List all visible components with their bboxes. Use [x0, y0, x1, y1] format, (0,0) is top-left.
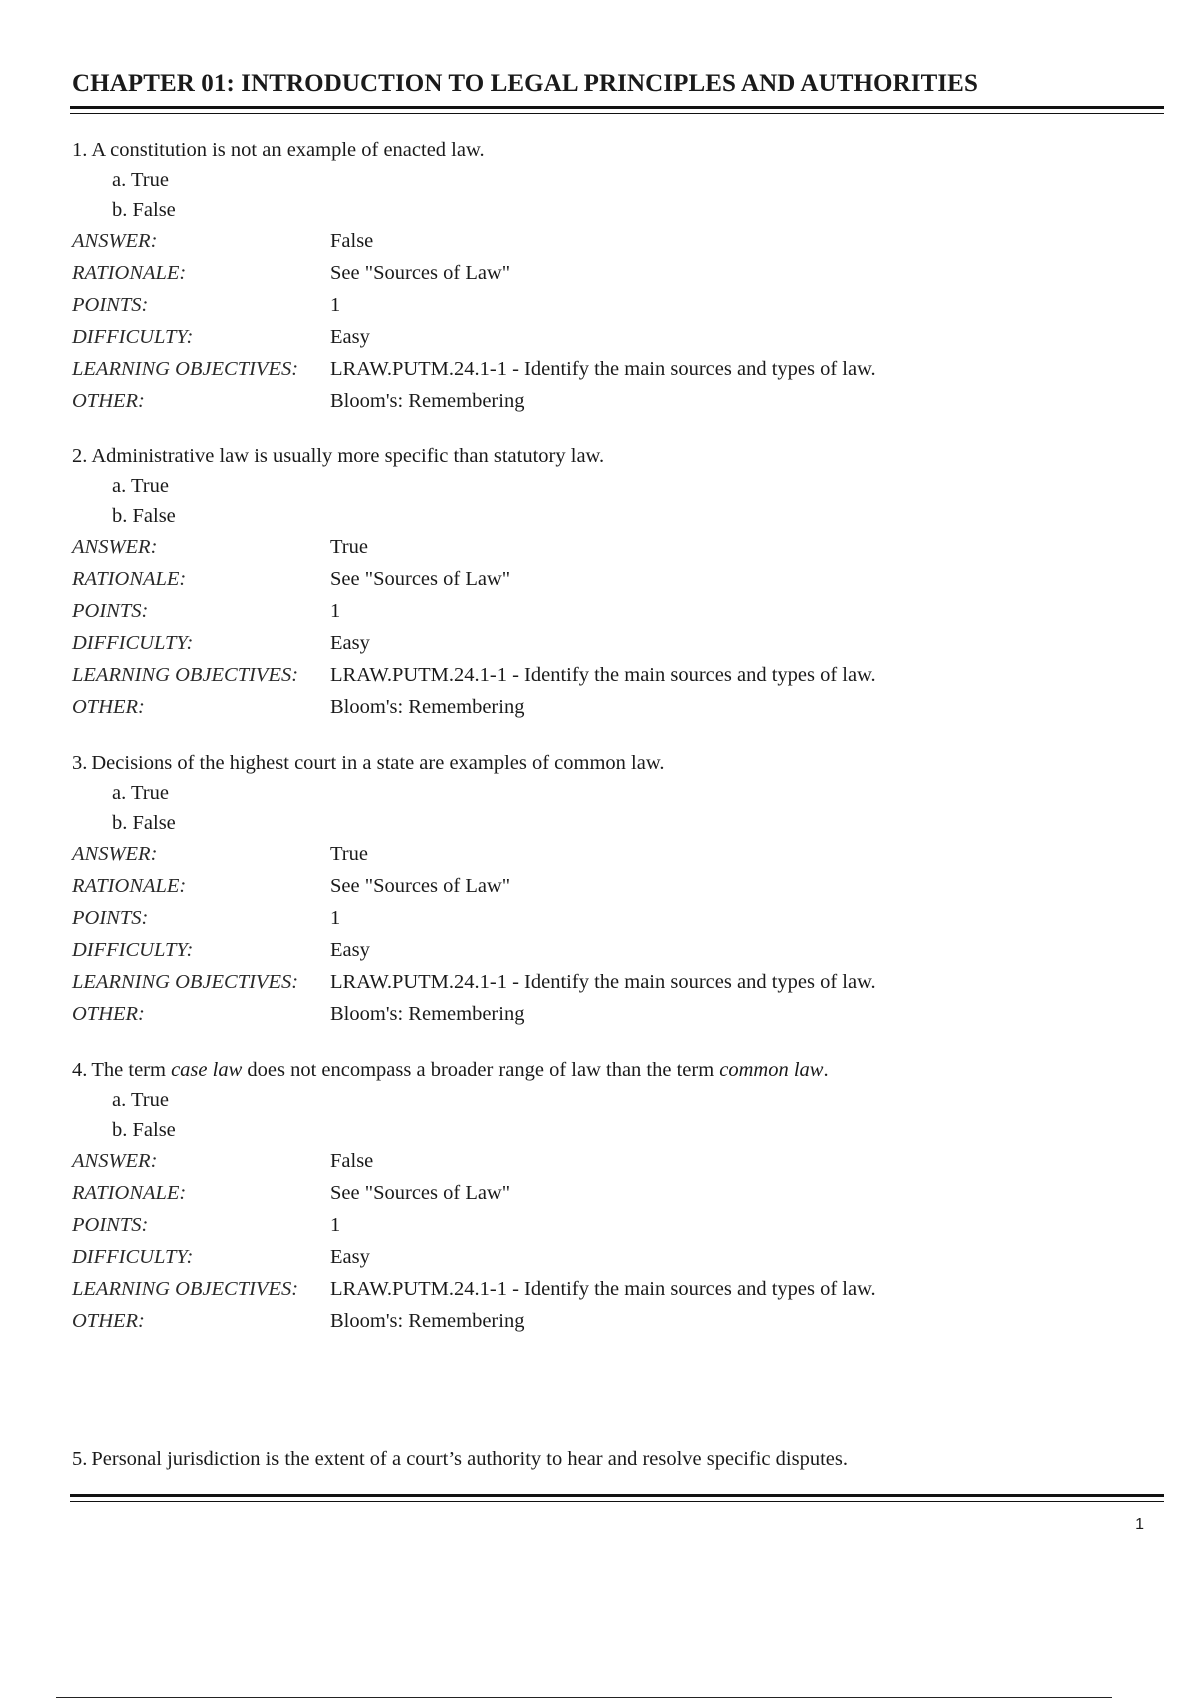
difficulty-value: Easy [330, 325, 370, 348]
learning-objectives-value: LRAW.PUTM.24.1-1 - Identify the main sources and types of law. [330, 357, 876, 380]
question-metadata: ANSWER: False RATIONALE: See "Sources of Law" POINTS: 1 DIFFICULTY: Easy LEARNING OBJECTIVES: LRAW.PUTM.24.1-1 - Identify the main sources and types of law. OTHER: Bloom's: Remembering [72, 1145, 1162, 1337]
option-false: b. False [112, 1119, 176, 1141]
page-edge-line [56, 1697, 1112, 1698]
footer-rule [70, 1494, 1164, 1502]
difficulty-value: Easy [330, 938, 370, 961]
learning-objectives-value: LRAW.PUTM.24.1-1 - Identify the main sources and types of law. [330, 1277, 876, 1300]
option-true: a. True [112, 1089, 169, 1111]
question-2 [72, 442, 1162, 723]
page-title: CHAPTER 01: INTRODUCTION TO LEGAL PRINCIPLES AND AUTHORITIES [72, 70, 978, 97]
points-value: 1 [330, 906, 341, 929]
question-metadata: ANSWER: True RATIONALE: See "Sources of Law" POINTS: 1 DIFFICULTY: Easy LEARNING OBJECTIVES: LRAW.PUTM.24.1-1 - Identify the main sources and types of law. OTHER: Bloom's: Remembering [72, 531, 1162, 723]
question-4 [72, 1056, 1162, 1337]
learning-objectives-value: LRAW.PUTM.24.1-1 - Identify the main sources and types of law. [330, 970, 876, 993]
option-true: a. True [112, 782, 169, 804]
points-value: 1 [330, 293, 341, 316]
answer-value: False [330, 229, 374, 252]
answer-value: True [330, 535, 368, 558]
question-text: 4. The term case law does not encompass a broader range of law than the term common law. [72, 1059, 829, 1081]
difficulty-value: Easy [330, 631, 370, 654]
answer-value: True [330, 842, 368, 865]
option-false: b. False [112, 199, 176, 221]
question-text: 2. Administrative law is usually more specific than statutory law. [72, 445, 605, 467]
learning-objectives-value: LRAW.PUTM.24.1-1 - Identify the main sources and types of law. [330, 663, 876, 686]
other-value: Bloom's: Remembering [330, 389, 525, 412]
option-false: b. False [112, 812, 176, 834]
answer-value: False [330, 1149, 374, 1172]
question-metadata: ANSWER: False RATIONALE: See "Sources of Law" POINTS: 1 DIFFICULTY: Easy LEARNING OBJECTIVES: LRAW.PUTM.24.1-1 - Identify the main sources and types of law. OTHER: Bloom's: Remembering [72, 225, 1162, 417]
rationale-value: See "Sources of Law" [330, 874, 511, 897]
option-true: a. True [112, 475, 169, 497]
question-text: 1. A constitution is not an example of enacted law. [72, 139, 485, 161]
rationale-value: See "Sources of Law" [330, 1181, 511, 1204]
question-1 [72, 136, 1162, 417]
points-value: 1 [330, 599, 341, 622]
question-text: 5. Personal jurisdiction is the extent of a court’s authority to hear and resolve specific disputes. [72, 1448, 848, 1470]
other-value: Bloom's: Remembering [330, 1309, 525, 1332]
question-text: 3. Decisions of the highest court in a state are examples of common law. [72, 752, 665, 774]
other-value: Bloom's: Remembering [330, 695, 525, 718]
rationale-value: See "Sources of Law" [330, 261, 511, 284]
question-5 [72, 1445, 1162, 1473]
option-false: b. False [112, 505, 176, 527]
points-value: 1 [330, 1213, 341, 1236]
option-true: a. True [112, 169, 169, 191]
rationale-value: See "Sources of Law" [330, 567, 511, 590]
page-number: 1 [1135, 1516, 1144, 1533]
header-rule [70, 106, 1164, 114]
difficulty-value: Easy [330, 1245, 370, 1268]
question-metadata: ANSWER: True RATIONALE: See "Sources of Law" POINTS: 1 DIFFICULTY: Easy LEARNING OBJECTIVES: LRAW.PUTM.24.1-1 - Identify the main sources and types of law. OTHER: Bloom's: Remembering [72, 838, 1162, 1030]
question-3 [72, 749, 1162, 1030]
other-value: Bloom's: Remembering [330, 1002, 525, 1025]
